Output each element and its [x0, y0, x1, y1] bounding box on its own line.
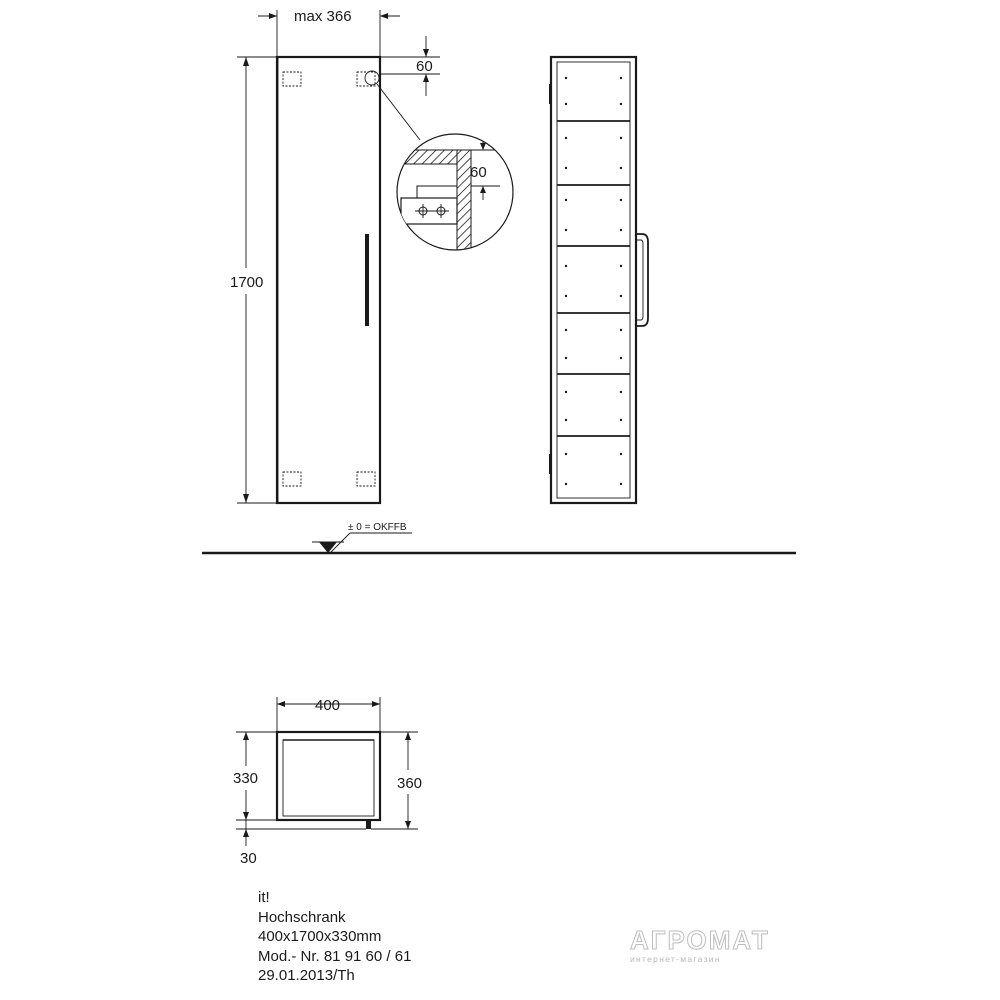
product-info — [258, 888, 411, 986]
plan-handle — [366, 820, 371, 829]
product-size: 400x1700x330mm — [258, 928, 382, 945]
watermark-logo — [630, 926, 780, 964]
dim-plan-depth: 330 — [233, 770, 259, 787]
hinge-marker — [357, 472, 375, 486]
cabinet-plan-outline — [277, 732, 380, 820]
shelf-pin-holes — [565, 77, 622, 485]
cabinet-front-outline — [277, 57, 380, 503]
plan-view — [233, 697, 422, 867]
mounting-detail — [395, 134, 513, 260]
dim-top-width: max 366 — [294, 8, 352, 25]
side-view — [549, 57, 648, 503]
watermark-name: АГРОМАТ — [630, 925, 770, 955]
side-handle — [636, 234, 648, 326]
dim-plan-depth-total: 360 — [397, 775, 423, 792]
watermark-tagline: интернет-магазин — [630, 954, 721, 964]
dim-plan-width: 400 — [315, 697, 341, 714]
floor-reference — [202, 522, 796, 553]
side-hinge — [549, 84, 552, 104]
product-name: Hochschrank — [258, 908, 346, 926]
hinge-marker — [283, 472, 301, 486]
brand-name: it! — [258, 889, 270, 906]
front-view — [230, 8, 440, 503]
dim-detail-offset: 60 — [470, 164, 487, 181]
dim-top-offset: 60 — [416, 58, 433, 75]
side-hinge — [549, 454, 552, 474]
floor-reference-label: ± 0 = OKFFB — [348, 522, 407, 533]
door-handle — [365, 234, 369, 326]
dim-height: 1700 — [230, 274, 264, 291]
shelves — [557, 121, 630, 436]
drawing-date: 29.01.2013/Th — [258, 967, 355, 984]
dim-plan-bottom: 30 — [240, 850, 257, 867]
hinge-marker — [283, 72, 301, 86]
model-number: Mod.- Nr. 81 91 60 / 61 — [258, 947, 412, 965]
